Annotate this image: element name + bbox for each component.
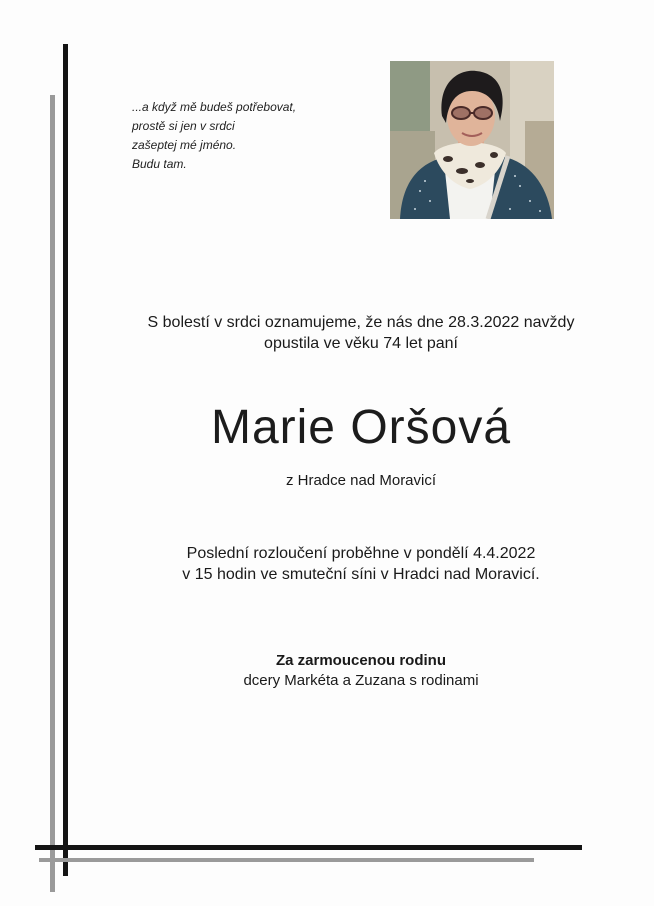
poem (132, 98, 372, 174)
portrait-photo (390, 61, 554, 219)
announcement-line-1: S bolestí v srdci oznamujeme, že nás dne 28.3.2022 navždy (147, 314, 575, 331)
deceased-origin: z Hradce nad Moravicí (285, 472, 437, 489)
announcement-line-2: opustila ve věku 74 let paní (264, 335, 458, 352)
poem-line: Budu tam. (132, 157, 187, 171)
farewell-line-2: v 15 hodin ve smuteční síni v Hradci nad Moravicí. (182, 566, 540, 583)
deceased-name: Marie Oršová (210, 401, 512, 454)
poem-line: zašeptej mé jméno. (132, 138, 237, 152)
farewell-info (68, 543, 654, 585)
announcement (68, 312, 654, 354)
family-members: dcery Markéta a Zuzana s rodinami (243, 672, 479, 689)
frame-horizontal-black-line (35, 845, 582, 850)
frame-vertical-gray-line (50, 95, 55, 892)
family-signature (68, 651, 654, 691)
portrait-illustration (390, 61, 554, 219)
family-heading: Za zarmoucenou rodinu (275, 652, 446, 669)
frame-horizontal-gray-line (39, 858, 534, 862)
frame-vertical-black-line (63, 44, 68, 876)
poem-line: ...a když mě budeš potřebovat, (132, 100, 297, 114)
farewell-line-1: Poslední rozloučení proběhne v pondělí 4.4.2022 (186, 545, 536, 562)
poem-line: prostě si jen v srdci (132, 119, 235, 133)
